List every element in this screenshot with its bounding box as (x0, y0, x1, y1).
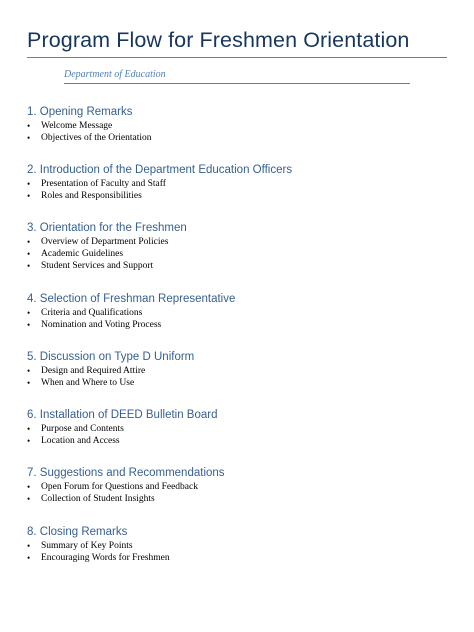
list-item (27, 248, 457, 260)
list-item-text: Nomination and Voting Process (41, 320, 162, 330)
bullet-icon: • (27, 133, 31, 143)
section-freshman-representative (27, 291, 457, 331)
bullet-list (27, 481, 457, 505)
list-item (27, 132, 457, 144)
list-item-text: Open Forum for Questions and Feedback (41, 482, 198, 492)
list-item-text: Location and Access (41, 436, 120, 446)
list-item (27, 190, 457, 202)
section-introduction-officers (27, 162, 457, 202)
document-title: Program Flow for Freshmen Orientation (27, 28, 410, 52)
list-item (27, 236, 457, 248)
list-item-text: Design and Required Attire (41, 366, 146, 376)
section-heading: 2. Introduction of the Department Education Officers (27, 164, 293, 176)
bullet-icon: • (27, 191, 31, 201)
document-subtitle: Department of Education (64, 69, 166, 80)
bullet-icon: • (27, 237, 31, 247)
section-type-d-uniform (27, 349, 457, 389)
list-item (27, 423, 457, 435)
section-deed-bulletin-board (27, 407, 457, 447)
bullet-icon: • (27, 494, 31, 504)
subtitle-underline (64, 83, 410, 84)
list-item (27, 435, 457, 447)
bullet-list (27, 120, 457, 144)
bullet-icon: • (27, 424, 31, 434)
section-suggestions-recommendations (27, 465, 457, 505)
list-item (27, 319, 457, 331)
list-item (27, 493, 457, 505)
bullet-icon: • (27, 320, 31, 330)
list-item-text: Collection of Student Insights (41, 494, 155, 504)
list-item-text: Objectives of the Orientation (41, 133, 152, 143)
list-item-text: Purpose and Contents (41, 424, 124, 434)
section-heading: 7. Suggestions and Recommendations (27, 467, 225, 479)
list-item (27, 377, 457, 389)
section-heading: 6. Installation of DEED Bulletin Board (27, 409, 218, 421)
list-item-text: Summary of Key Points (41, 541, 133, 551)
bullet-icon: • (27, 482, 31, 492)
section-opening-remarks (27, 104, 457, 144)
bullet-list (27, 540, 457, 564)
bullet-list (27, 307, 457, 331)
list-item (27, 178, 457, 190)
section-heading: 4. Selection of Freshman Representative (27, 293, 236, 305)
bullet-icon: • (27, 553, 31, 563)
bullet-list (27, 423, 457, 447)
list-item-text: When and Where to Use (41, 378, 135, 388)
list-item (27, 540, 457, 552)
list-item-text: Roles and Responsibilities (41, 191, 142, 201)
list-item-text: Academic Guidelines (41, 249, 124, 259)
list-item (27, 120, 457, 132)
bullet-list (27, 178, 457, 202)
list-item (27, 307, 457, 319)
bullet-icon: • (27, 436, 31, 446)
list-item-text: Student Services and Support (41, 261, 154, 271)
list-item-text: Welcome Message (41, 121, 113, 131)
section-heading: 1. Opening Remarks (27, 106, 133, 118)
bullet-icon: • (27, 121, 31, 131)
bullet-icon: • (27, 179, 31, 189)
bullet-icon: • (27, 249, 31, 259)
list-item (27, 552, 457, 564)
list-item-text: Overview of Department Policies (41, 237, 169, 247)
section-heading: 8. Closing Remarks (27, 526, 128, 538)
title-underline (27, 57, 447, 58)
bullet-list (27, 365, 457, 389)
list-item-text: Criteria and Qualifications (41, 308, 143, 318)
bullet-icon: • (27, 366, 31, 376)
section-heading: 5. Discussion on Type D Uniform (27, 351, 195, 363)
section-orientation-freshmen (27, 220, 457, 272)
bullet-icon: • (27, 378, 31, 388)
list-item (27, 481, 457, 493)
bullet-icon: • (27, 308, 31, 318)
list-item (27, 260, 457, 272)
list-item (27, 365, 457, 377)
list-item-text: Encouraging Words for Freshmen (41, 553, 170, 563)
bullet-icon: • (27, 261, 31, 271)
section-closing-remarks (27, 524, 457, 564)
bullet-icon: • (27, 541, 31, 551)
section-heading: 3. Orientation for the Freshmen (27, 222, 187, 234)
bullet-list (27, 236, 457, 272)
list-item-text: Presentation of Faculty and Staff (41, 179, 166, 189)
